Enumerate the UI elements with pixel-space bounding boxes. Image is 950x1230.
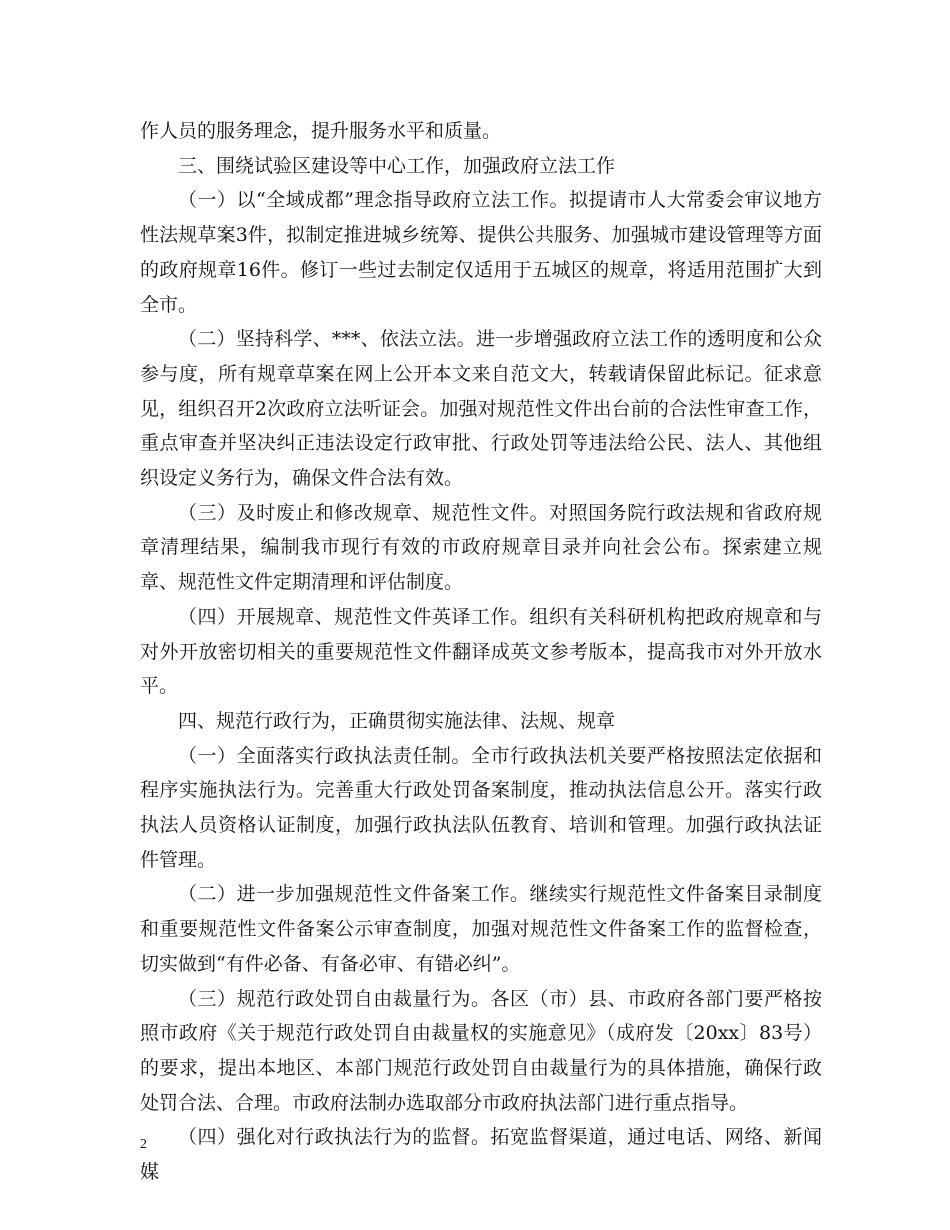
paragraph-7: （一）全面落实行政执法责任制。全市行政执法机关要严格按照法定依据和程序实施执法行为。完善重大行政处罚备案制度，推动执法信息公开。落实行政执法人员资格认证制度，加强行政执法队伍教育、培训和管理。加强行政执法证件管理。 <box>140 744 822 871</box>
paragraph-8: （二）进一步加强规范性文件备案工作。继续实行规范性文件备案目录制度和重要规范性文件备案公示审查制度，加强对规范性文件备案工作的监督检查，切实做到“有件必备、有备必审、有错必纠”。 <box>140 883 822 975</box>
paragraph-2: （一）以“全域成都”理念指导政府立法工作。拟提请市人大常委会审议地方性法规草案3件，拟制定推进城乡统筹、提供公共服务、加强城市建设管理等方面的政府规章16件。修订一些过去制定仅适用于五城区的规章，将适用范围扩大到全市。 <box>140 189 822 316</box>
paragraph-1: 三、围绕试验区建设等中心工作，加强政府立法工作 <box>178 154 616 177</box>
paragraph-5: （四）开展规章、规范性文件英译工作。组织有关科研机构把政府规章和与对外开放密切相关的重要规范性文件翻译成英文参考版本，提高我市对外开放水平。 <box>140 605 822 698</box>
document-body <box>140 114 822 1190</box>
paragraph-6: 四、规范行政行为，正确贯彻实施法律、法规、规章 <box>178 709 616 732</box>
paragraph-10: （四）强化对行政执法行为的监督。拓宽监督渠道，通过电话、网络、新闻媒 <box>140 1126 822 1184</box>
paragraph-0: 作人员的服务理念，提升服务水平和质量。 <box>140 120 502 142</box>
paragraph-9: （三）规范行政处罚自由裁量行为。各区（市）县、市政府各部门要严格按照市政府《关于规范行政处罚自由裁量权的实施意见》（成府发〔20xx〕83号）的要求，提出本地区、本部门规范行政处罚自由裁量行为的具体措施，确保行政处罚合法、合理。市政府法制办选取部分市政府执法部门进行重点指导。 <box>140 987 822 1114</box>
paragraph-4: （三）及时废止和修改规章、规范性文件。对照国务院行政法规和省政府规章清理结果，编制我市现行有效的市政府规章目录并向社会公布。探索建立规章、规范性文件定期清理和评估制度。 <box>140 501 822 594</box>
page-number: 2 <box>140 1137 147 1152</box>
paragraph-3: （二）坚持科学、***、依法立法。进一步增强政府立法工作的透明度和公众参与度，所有规章草案在网上公开本文来自范文大，转载请保留此标记。征求意见，组织召开2次政府立法听证会。加强对规范性文件出台前的合法性审查工作，重点审查并坚决纠正违法设定行政审批、行政处罚等违法给公民、法人、其他组织设定义务行为，确保文件合法有效。 <box>140 328 822 490</box>
